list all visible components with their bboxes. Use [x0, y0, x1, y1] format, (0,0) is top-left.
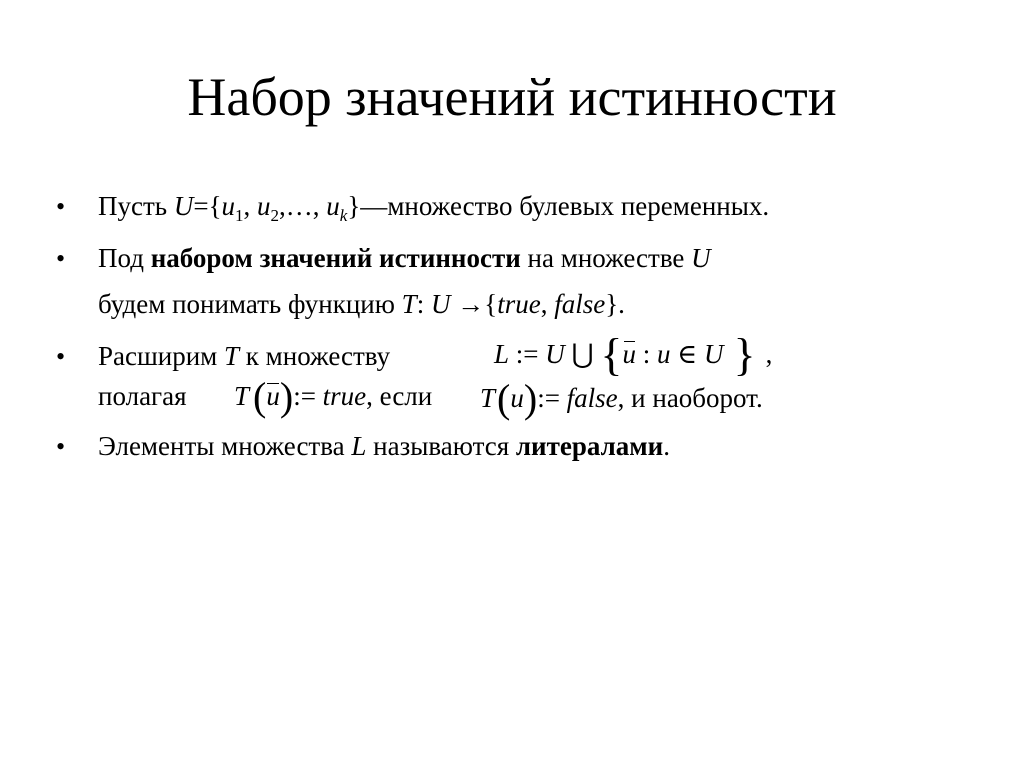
assign-op: :=	[509, 339, 546, 369]
b3-text3: , если	[366, 381, 433, 411]
b2-arrow: →{	[450, 289, 498, 319]
negated-u: u	[622, 339, 637, 369]
var-u: u	[510, 383, 524, 413]
b1-text1: Пусть	[98, 191, 174, 221]
formula-literals-set	[494, 329, 773, 380]
bullet-2-marker: •	[56, 244, 66, 273]
bullet-3-marker: •	[56, 342, 66, 371]
b3-text4: , и наоборот.	[617, 383, 763, 413]
negated-u: u	[266, 381, 280, 411]
b2-text1: Под	[98, 243, 151, 273]
bullet-4-text	[98, 430, 670, 462]
var-u: u	[221, 191, 236, 221]
union-op: ⋃	[564, 339, 601, 369]
bullet-2-line-1	[98, 242, 711, 274]
b2-text2: на множестве	[520, 243, 692, 273]
sub-k: k	[339, 206, 348, 225]
sub-2: 2	[270, 206, 280, 225]
bullet-1-marker: •	[56, 192, 66, 221]
formula-comma: ,	[765, 339, 773, 369]
var-U: U	[691, 243, 711, 273]
b1-comma: ,	[243, 191, 258, 221]
b2-colon: :	[416, 289, 431, 319]
assign-op: :=	[537, 383, 567, 413]
in-op: ∈	[670, 339, 705, 369]
const-true: true	[497, 289, 541, 319]
var-u: u	[657, 339, 671, 369]
b2-close: }.	[605, 289, 625, 319]
b2-comma: ,	[540, 289, 555, 319]
b4-text2: называются	[366, 431, 516, 461]
left-paren: (	[253, 374, 267, 419]
bullet-3-line-1	[98, 340, 390, 372]
b1-eq-brace: ={	[193, 191, 222, 221]
var-u: u	[326, 191, 340, 221]
b4-text3: .	[663, 431, 670, 461]
var-L: L	[494, 339, 510, 369]
right-paren: )	[523, 376, 538, 421]
var-T: T	[401, 289, 417, 319]
var-U: U	[545, 339, 565, 369]
b2-line2-text: будем понимать функцию	[98, 289, 402, 319]
var-L: L	[351, 431, 367, 461]
left-brace: {	[600, 329, 623, 380]
b3-text2: к множеству	[239, 341, 391, 371]
bullet-4-marker: •	[56, 432, 66, 461]
slide-title: Набор значений истинности	[187, 67, 837, 127]
left-paren: (	[497, 376, 511, 421]
right-brace: }	[733, 329, 756, 380]
var-T: T	[224, 341, 240, 371]
right-paren: )	[279, 374, 294, 419]
b1-close-dash: }—	[347, 191, 388, 221]
var-U: U	[430, 289, 451, 319]
b3-text1: Расширим	[98, 341, 225, 371]
bullet-2-line-2	[98, 288, 625, 320]
formula-T-negu-true	[234, 374, 433, 419]
const-false: false	[566, 383, 618, 413]
var-T: T	[480, 383, 496, 413]
b1-text2: множество булевых переменных.	[387, 191, 770, 221]
var-U: U	[704, 339, 724, 369]
const-true: true	[322, 381, 367, 411]
colon-op: :	[636, 339, 658, 369]
formula-T-u-false	[480, 376, 763, 421]
var-T: T	[234, 381, 250, 411]
const-false: false	[554, 289, 606, 319]
b4-bold-term: литералами	[515, 431, 664, 461]
assign-op: :=	[293, 381, 323, 411]
sub-1: 1	[235, 206, 244, 225]
bullet-1-text	[98, 190, 770, 225]
b2-bold-term: набором значений истинности	[150, 243, 521, 273]
b1-dots: ,…,	[279, 191, 327, 221]
b3-line2-text1: полагая	[98, 381, 187, 411]
var-u: u	[257, 191, 271, 221]
var-U: U	[173, 191, 194, 221]
bullet-3-line-2	[98, 380, 187, 412]
b4-text1: Элементы множества	[98, 431, 352, 461]
